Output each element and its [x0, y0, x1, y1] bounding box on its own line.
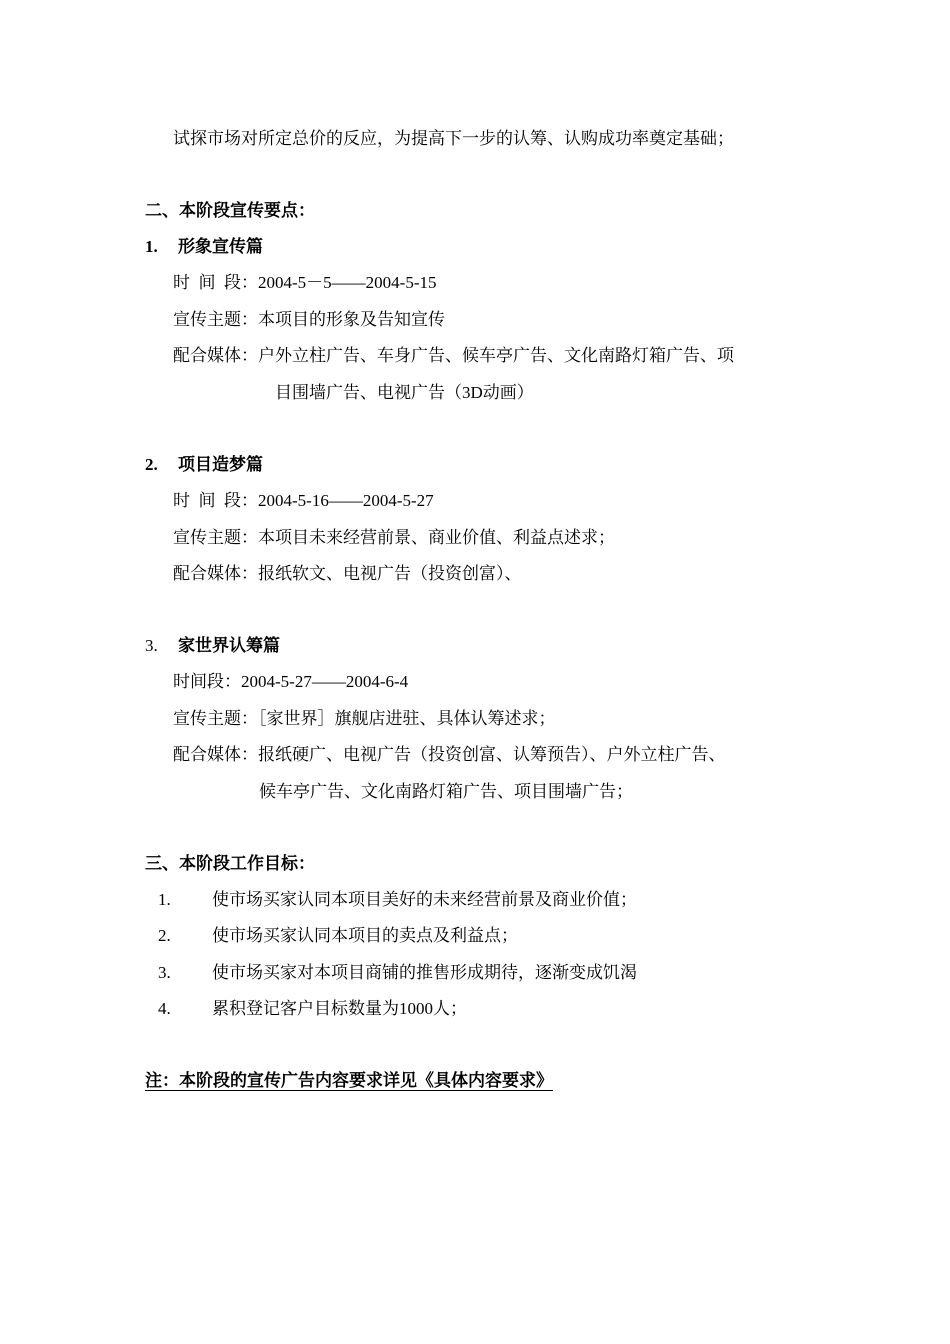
- theme-value: 本项目的形象及告知宣传: [258, 310, 445, 329]
- item-3-theme: [173, 708, 556, 730]
- item-2-period: [173, 490, 434, 512]
- item-2-heading: [145, 454, 263, 476]
- period-label: 时 间 段：: [173, 273, 258, 292]
- item-1-number: 1.: [145, 237, 158, 256]
- goal-text: 使市场买家对本项目商铺的推售形成期待，逐渐变成饥渴: [212, 963, 637, 982]
- item-1-title: 形象宣传篇: [178, 237, 263, 256]
- note-text: 注：本阶段的宣传广告内容要求详见《具体内容要求》: [145, 1071, 553, 1090]
- theme-label: 宣传主题：: [173, 310, 258, 329]
- theme-label: 宣传主题：: [173, 709, 258, 728]
- item-1-heading: [145, 236, 263, 258]
- goal-number: 2.: [158, 926, 171, 945]
- item-1-media: [173, 345, 734, 367]
- goal-text: 累积登记客户目标数量为1000人；: [212, 999, 467, 1018]
- item-2-theme: [173, 527, 615, 549]
- goal-text: 使市场买家认同本项目美好的未来经营前景及商业价值；: [212, 890, 637, 909]
- goal-item-4: [158, 998, 467, 1020]
- item-3-media-continued: 候车亭广告、文化南路灯箱广告、项目围墙广告；: [259, 782, 633, 801]
- item-3-heading: [145, 635, 280, 657]
- media-value: 报纸软文、电视广告（投资创富）、: [258, 564, 522, 583]
- theme-label: 宣传主题：: [173, 528, 258, 547]
- period-value: 2004-5-16——2004-5-27: [258, 491, 434, 510]
- section-3-heading: 三、本阶段工作目标：: [145, 854, 315, 873]
- item-3-title: 家世界认筹篇: [178, 636, 280, 655]
- goal-text: 使市场买家认同本项目的卖点及利益点；: [212, 926, 518, 945]
- period-value: 2004-5－5——2004-5-15: [258, 273, 437, 292]
- item-2-number: 2.: [145, 455, 158, 474]
- media-label: 配合媒体：: [173, 745, 258, 764]
- item-3-number: 3.: [145, 636, 158, 655]
- item-1-media-continued: 目围墙广告、电视广告（3D动画）: [275, 383, 534, 402]
- media-label: 配合媒体：: [173, 346, 258, 365]
- media-label: 配合媒体：: [173, 564, 258, 583]
- media-value: 报纸硬广、电视广告（投资创富、认筹预告）、户外立柱广告、: [258, 745, 726, 764]
- goal-number: 4.: [158, 999, 171, 1018]
- goal-number: 3.: [158, 963, 171, 982]
- goal-number: 1.: [158, 890, 171, 909]
- period-label: 时间段：: [173, 672, 241, 691]
- goal-item-3: [158, 962, 637, 984]
- period-value: 2004-5-27——2004-6-4: [241, 672, 409, 691]
- media-value: 户外立柱广告、车身广告、候车亭广告、文化南路灯箱广告、项: [258, 346, 734, 365]
- section-2-heading: 二、本阶段宣传要点：: [145, 201, 315, 220]
- period-label: 时 间 段：: [173, 491, 258, 510]
- item-1-period: [173, 272, 436, 294]
- theme-value: ［家世界］旗舰店进驻、具体认筹述求；: [258, 709, 556, 728]
- theme-value: 本项目未来经营前景、商业价值、利益点述求；: [258, 528, 615, 547]
- goal-item-1: [158, 889, 637, 911]
- item-3-period: [173, 671, 408, 693]
- item-3-media: [173, 744, 726, 766]
- item-2-title: 项目造梦篇: [178, 455, 263, 474]
- item-1-theme: [173, 309, 445, 331]
- goal-item-2: [158, 925, 518, 947]
- intro-paragraph: 试探市场对所定总价的反应，为提高下一步的认筹、认购成功率奠定基础；: [173, 129, 734, 148]
- item-2-media: [173, 563, 522, 585]
